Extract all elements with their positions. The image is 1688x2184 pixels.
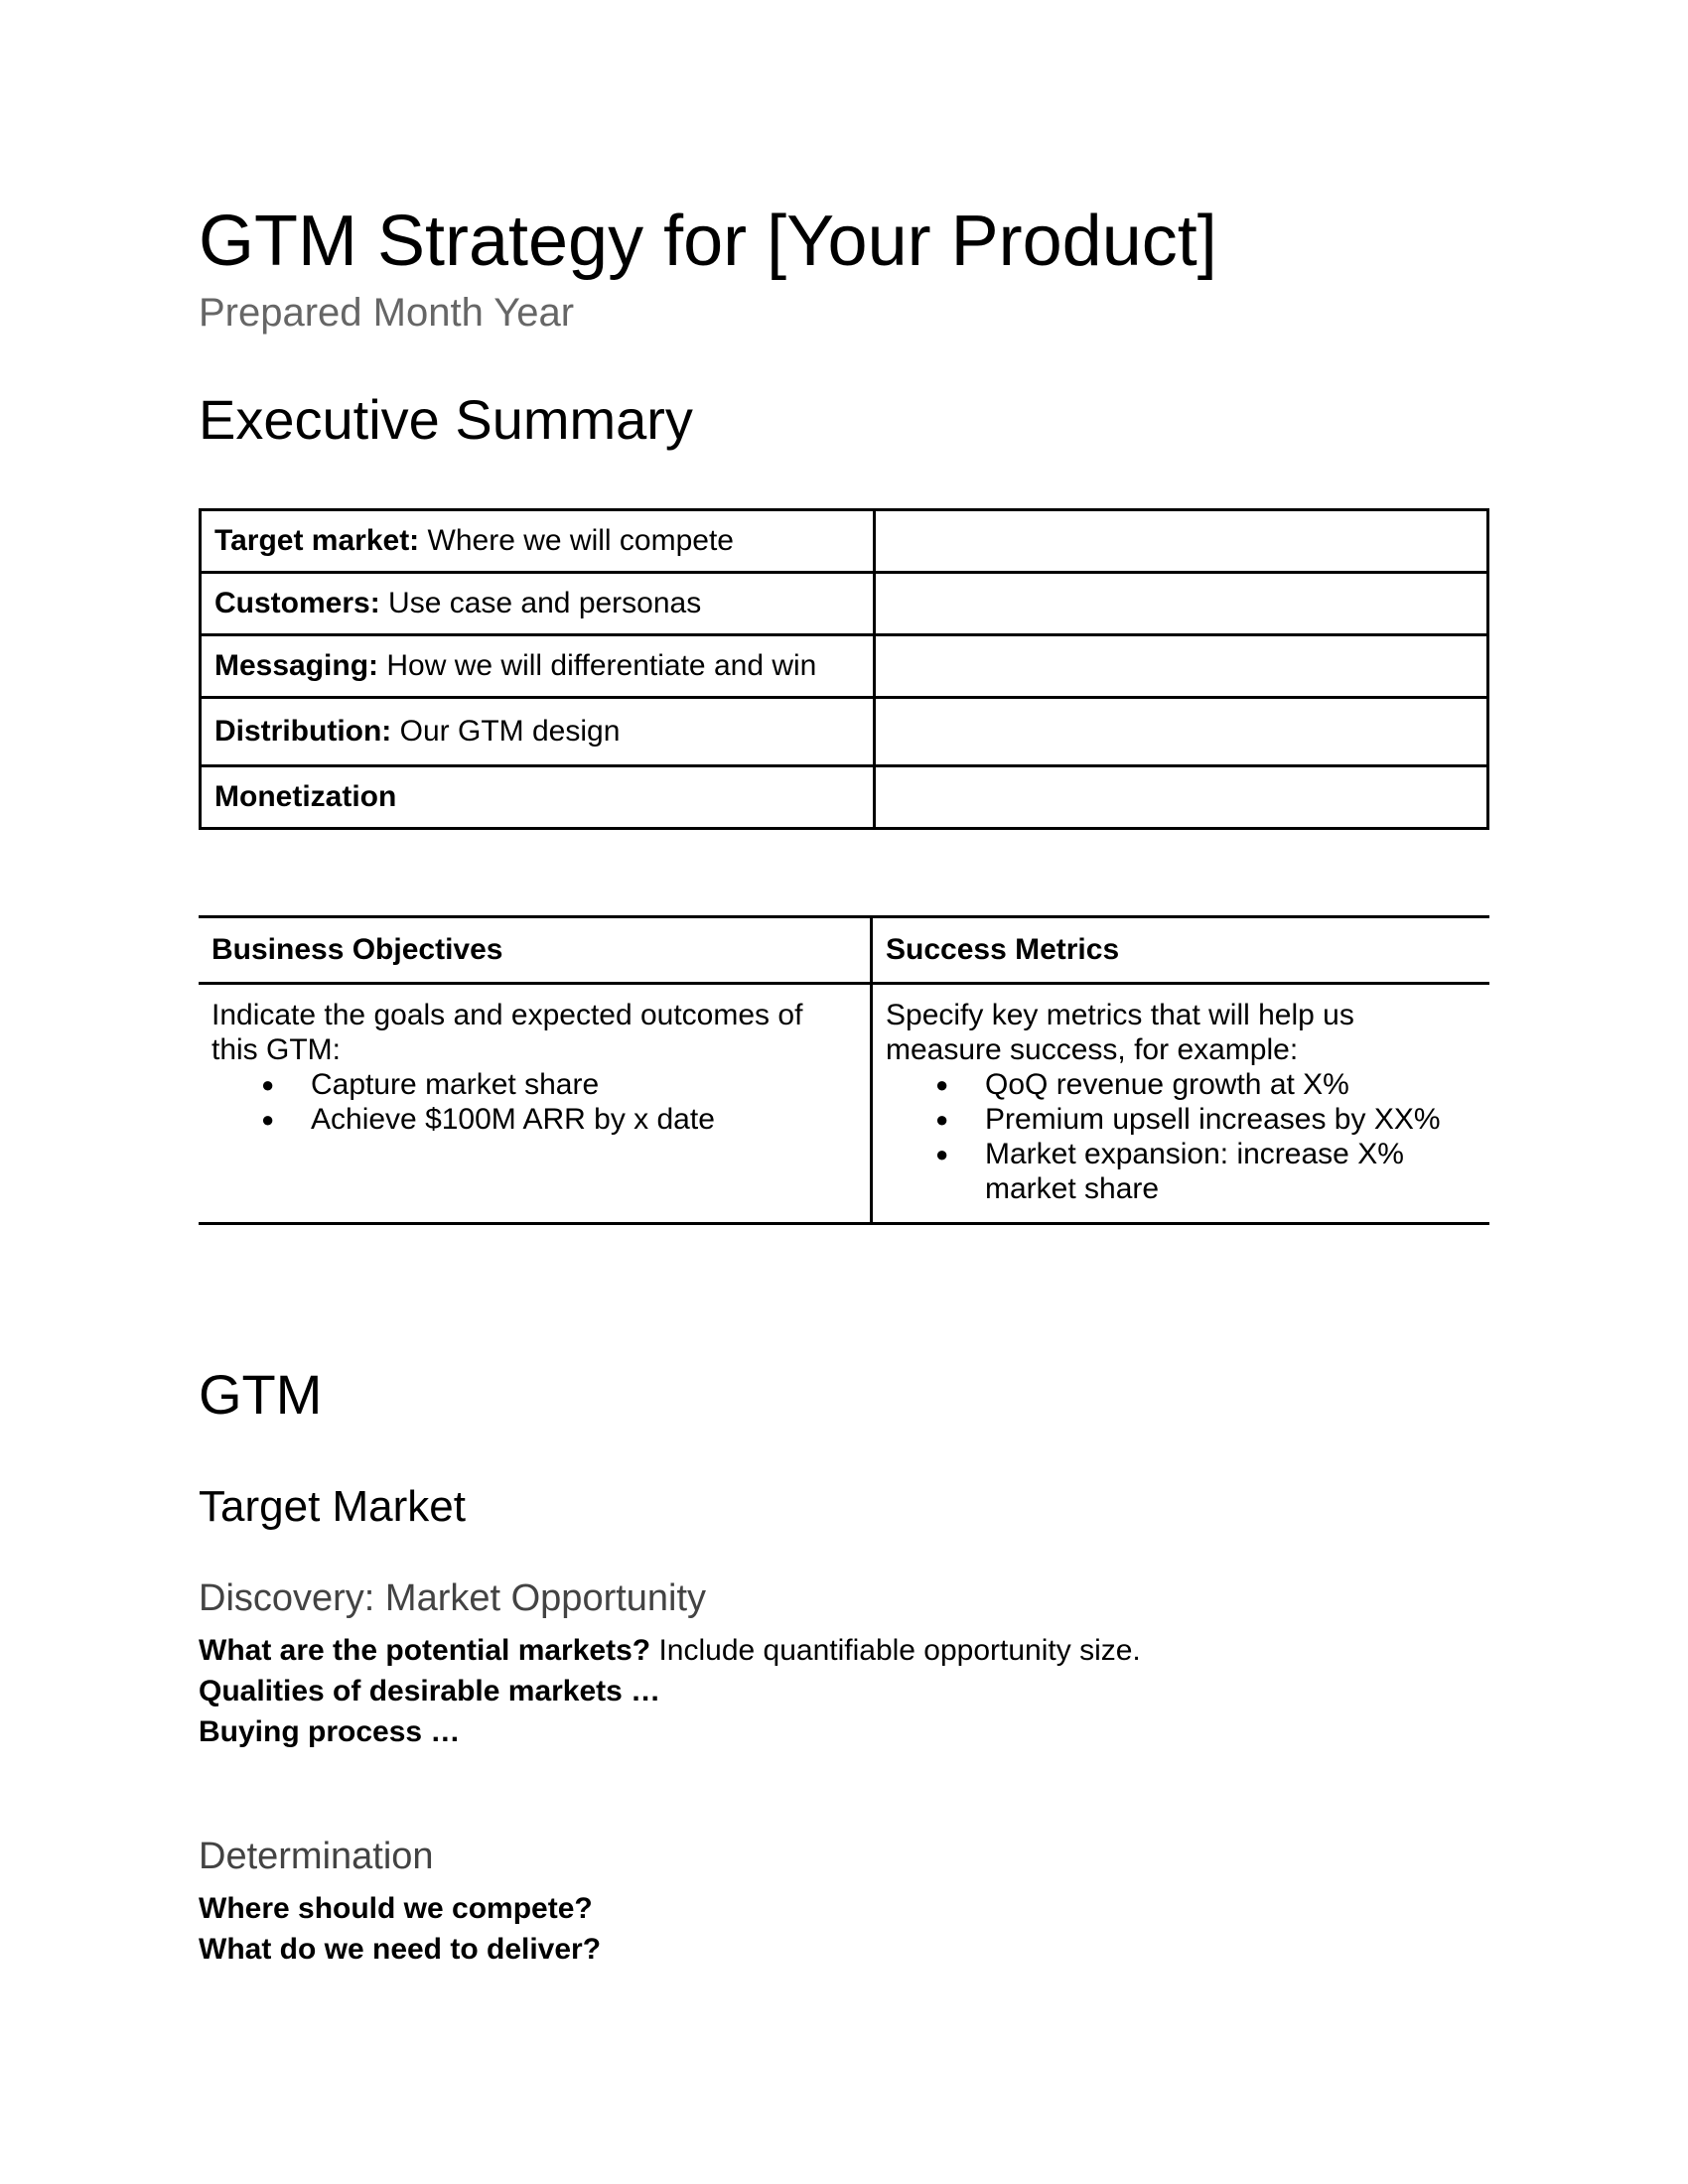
question-bold: Buying process … bbox=[199, 1715, 461, 1748]
table-row bbox=[201, 766, 1488, 829]
success-metrics-cell bbox=[872, 984, 1490, 1224]
table-header-row bbox=[199, 917, 1489, 984]
summary-label-cell bbox=[201, 766, 875, 829]
summary-label: Distribution: bbox=[214, 715, 392, 748]
gtm-heading: GTM bbox=[199, 1363, 323, 1426]
summary-value-cell[interactable] bbox=[875, 573, 1488, 635]
summary-desc: How we will differentiate and win bbox=[378, 649, 817, 682]
question-bold: Qualities of desirable markets … bbox=[199, 1675, 661, 1707]
table-row bbox=[201, 635, 1488, 698]
determination-question-compete bbox=[199, 1888, 593, 1929]
summary-label-cell bbox=[201, 698, 875, 766]
summary-desc: Use case and personas bbox=[379, 587, 702, 619]
list-item: ● Premium upsell increases by XX% bbox=[886, 1102, 1477, 1137]
business-objectives-cell bbox=[199, 984, 872, 1224]
objectives-metrics-table bbox=[199, 915, 1489, 1225]
summary-desc: Our GTM design bbox=[391, 715, 621, 748]
document-subtitle: Prepared Month Year bbox=[199, 291, 575, 335]
success-metrics-header: Success Metrics bbox=[872, 917, 1490, 984]
summary-label-cell bbox=[201, 573, 875, 635]
table-row bbox=[199, 984, 1489, 1224]
summary-label: Target market: bbox=[214, 524, 420, 557]
table-row bbox=[201, 573, 1488, 635]
objectives-list bbox=[211, 1067, 857, 1137]
summary-label: Customers: bbox=[214, 587, 380, 619]
question-bold: What do we need to deliver? bbox=[199, 1933, 602, 1966]
discovery-heading: Discovery: Market Opportunity bbox=[199, 1577, 707, 1619]
list-item: ● Market expansion: increase X% market share bbox=[886, 1137, 1477, 1206]
summary-label: Monetization bbox=[214, 780, 397, 813]
metrics-list bbox=[886, 1067, 1477, 1206]
summary-label-cell bbox=[201, 635, 875, 698]
summary-value-cell[interactable] bbox=[875, 635, 1488, 698]
summary-label-cell bbox=[201, 510, 875, 573]
summary-label: Messaging: bbox=[214, 649, 379, 682]
list-item: ● Capture market share bbox=[211, 1067, 857, 1102]
summary-value-cell[interactable] bbox=[875, 766, 1488, 829]
summary-value-cell[interactable] bbox=[875, 510, 1488, 573]
question-bold: What are the potential markets? bbox=[199, 1634, 651, 1667]
determination-heading: Determination bbox=[199, 1836, 434, 1877]
document-title: GTM Strategy for [Your Product] bbox=[199, 202, 1217, 281]
business-objectives-header: Business Objectives bbox=[199, 917, 872, 984]
table-row bbox=[201, 510, 1488, 573]
summary-value-cell[interactable] bbox=[875, 698, 1488, 766]
summary-desc: Where we will compete bbox=[419, 524, 734, 557]
discovery-question-qualities bbox=[199, 1671, 660, 1711]
determination-question-deliver bbox=[199, 1929, 601, 1970]
question-text: Include quantifiable opportunity size. bbox=[650, 1634, 1141, 1667]
table-row bbox=[201, 698, 1488, 766]
list-item: ● Achieve $100M ARR by x date bbox=[211, 1102, 857, 1137]
executive-summary-table bbox=[199, 508, 1489, 830]
target-market-heading: Target Market bbox=[199, 1482, 466, 1531]
executive-summary-heading: Executive Summary bbox=[199, 388, 693, 451]
question-bold: Where should we compete? bbox=[199, 1892, 593, 1925]
objectives-intro: Indicate the goals and expected outcomes of this GTM: bbox=[211, 999, 803, 1066]
discovery-question-buying bbox=[199, 1711, 460, 1752]
metrics-intro: Specify key metrics that will help us measure success, for example: bbox=[886, 999, 1354, 1066]
list-item: ● QoQ revenue growth at X% bbox=[886, 1067, 1477, 1102]
discovery-question-markets bbox=[199, 1630, 1141, 1671]
